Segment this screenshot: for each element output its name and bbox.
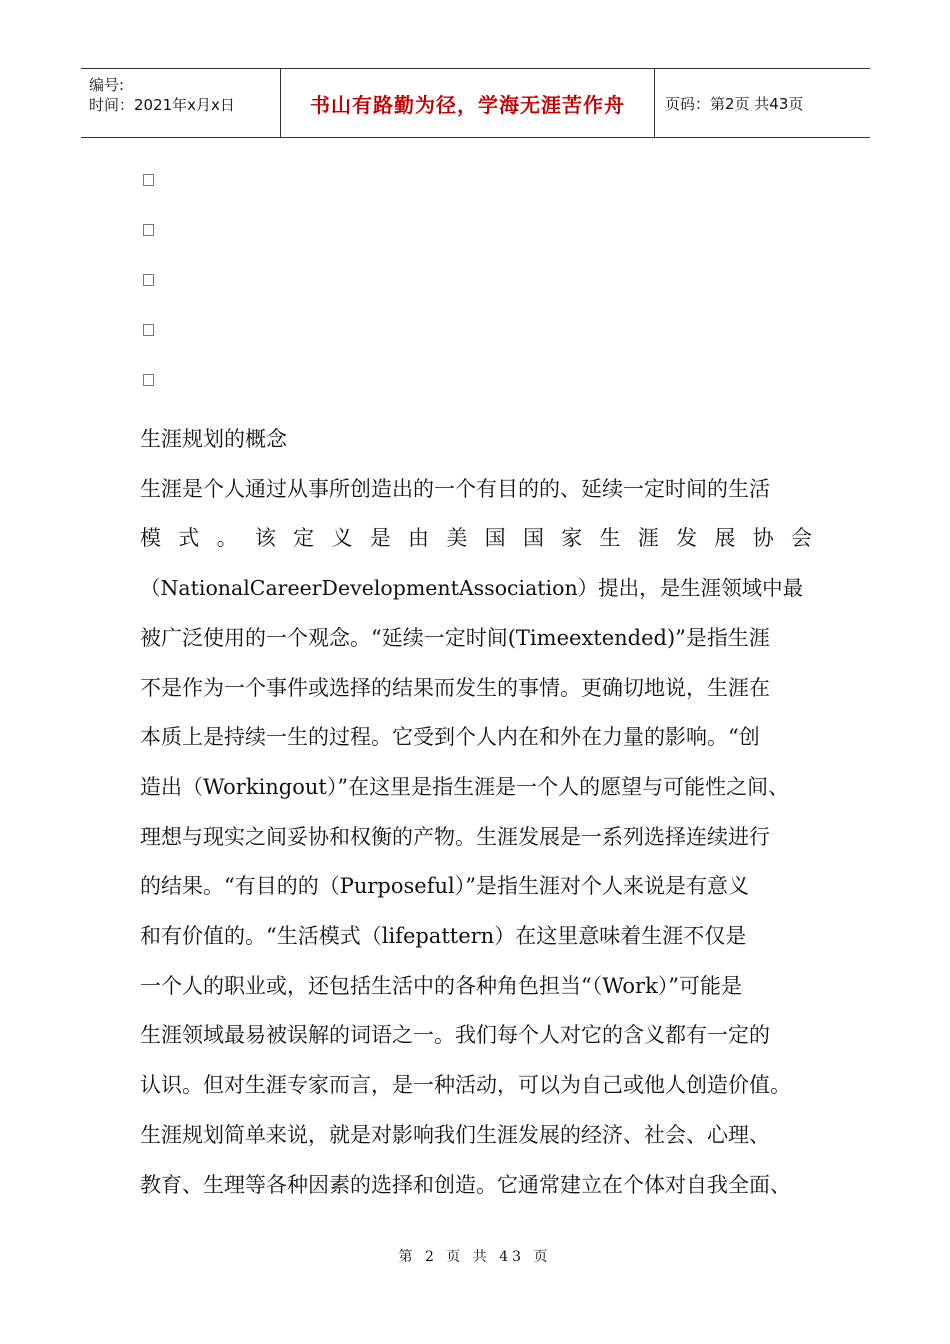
- paragraph-line: 模式。该定义是由美国国家生涯发展协会: [140, 526, 812, 551]
- page-header: [81, 68, 870, 138]
- empty-checkbox-icon: [143, 374, 154, 386]
- section-title: 生涯规划的概念: [140, 427, 287, 451]
- paragraph-line: 理想与现实之间妥协和权衡的产物。生涯发展是一系列选择连续进行: [140, 824, 770, 849]
- paragraph-line: 被广泛使用的一个观念。“延续一定时间(Timeextended)”是指生涯: [140, 625, 770, 650]
- page-footer: 第 2 页 共 43 页: [398, 1249, 552, 1265]
- paragraph-line: （NationalCareerDevelopmentAssociation）提出，是生涯领域中最: [140, 576, 804, 601]
- header-page-info: 页码：第2页 共43页: [665, 94, 804, 113]
- paragraph-line: 教育、生理等各种因素的选择和创造。它通常建立在个体对自我全面、: [140, 1172, 791, 1197]
- paragraph-line: 认识。但对生涯专家而言，是一种活动，可以为自己或他人创造价值。: [140, 1073, 791, 1098]
- document-number-label: 编号:: [89, 76, 125, 94]
- empty-checkbox-icon: [143, 174, 154, 186]
- paragraph-line: 本质上是持续一生的过程。它受到个人内在和外在力量的影响。“创: [140, 725, 760, 750]
- document-date: 时间：2021年x月x日: [89, 96, 235, 114]
- paragraph-line: 生涯领域最易被误解的词语之一。我们每个人对它的含义都有一定的: [140, 1023, 770, 1048]
- empty-bullet-list: [143, 174, 154, 424]
- paragraph-line: 造出（Workingout）”在这里是指生涯是一个人的愿望与可能性之间、: [140, 774, 790, 799]
- paragraph-line: 的结果。“有目的的（Purposeful）”是指生涯对个人来说是有意义: [140, 874, 749, 899]
- paragraph-line: 和有价值的。“生活模式（lifepattern）在这里意味着生涯不仅是: [140, 924, 747, 949]
- empty-checkbox-icon: [143, 324, 154, 336]
- empty-checkbox-icon: [143, 274, 154, 286]
- header-meta: [81, 69, 281, 137]
- empty-checkbox-icon: [143, 224, 154, 236]
- paragraph-line: 生涯规划简单来说，就是对影响我们生涯发展的经济、社会、心理、: [140, 1122, 770, 1147]
- paragraph-line: 一个人的职业或，还包括生活中的各种角色担当“（Work）”可能是: [140, 973, 743, 998]
- paragraph-line: 生涯是个人通过从事所创造出的一个有目的的、延续一定时间的生活: [140, 476, 770, 501]
- article-body: [140, 415, 812, 1210]
- paragraph-line: 不是作为一个事件或选择的结果而发生的事情。更确切地说，生涯在: [140, 675, 770, 700]
- header-motto: 书山有路勤为径，学海无涯苦作舟: [281, 69, 655, 137]
